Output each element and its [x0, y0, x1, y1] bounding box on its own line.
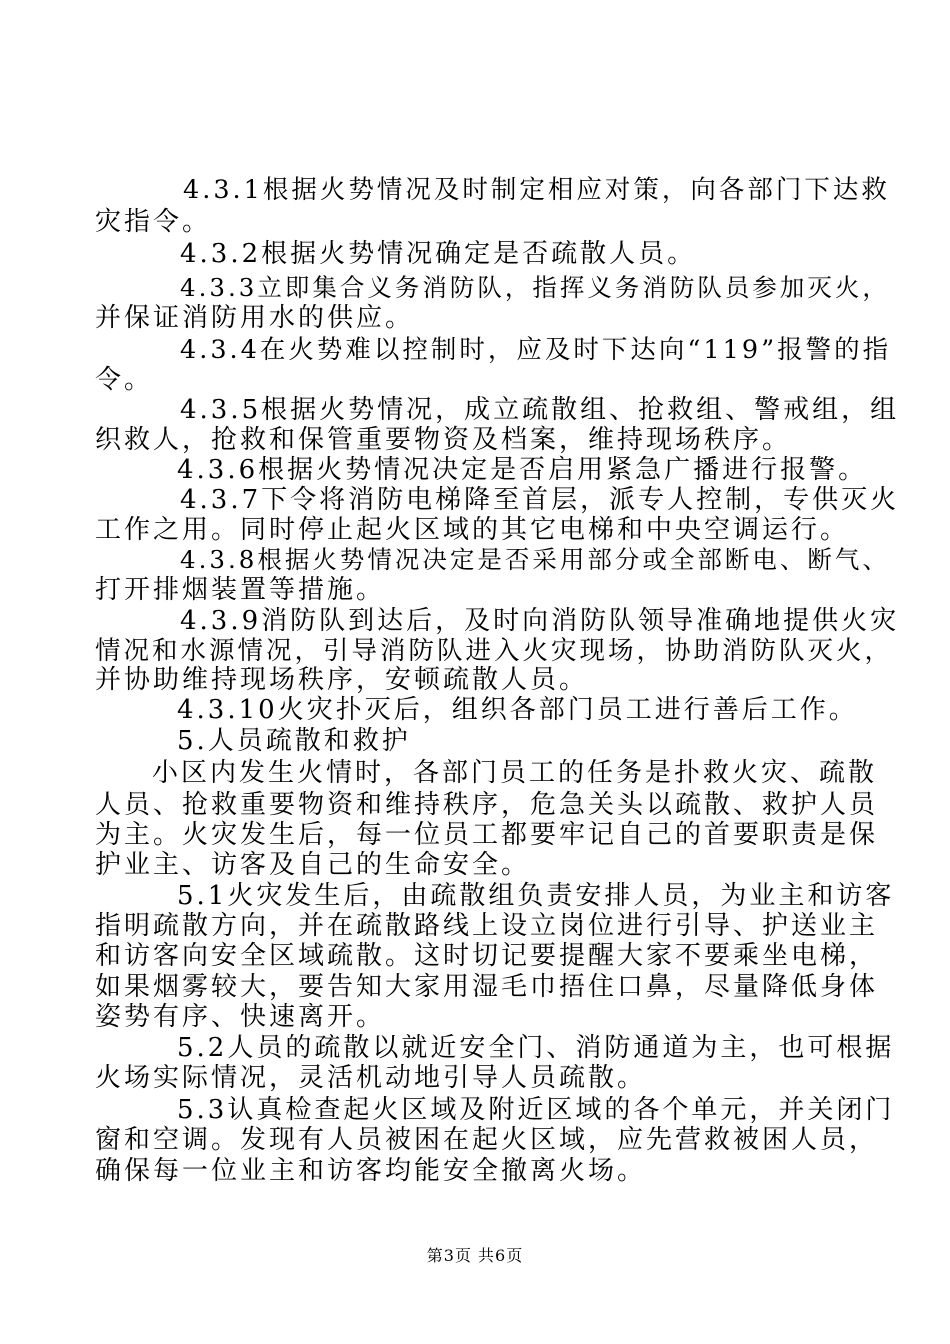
- text-line: 指明疏散方向，并在疏散路线上设立岗位进行引导、护送业主: [95, 911, 879, 941]
- text-line: 4.3.6根据火势情况决定是否启用紧急广播进行报警。: [177, 455, 868, 485]
- text-line: 4.3.1根据火势情况及时制定相应对策，向各部门下达救: [183, 175, 890, 205]
- text-line: 姿势有序、快速离开。: [95, 1002, 386, 1032]
- section-heading: 5.人员疏散和救护: [177, 726, 411, 756]
- text-line: 4.3.7下令将消防电梯降至首层，派专人控制，专供灭火: [180, 485, 900, 515]
- text-line: 4.3.10火灾扑灭后，组织各部门员工进行善后工作。: [177, 695, 858, 725]
- text-line: 确保每一位业主和访客均能安全撤离火场。: [95, 1156, 647, 1186]
- text-line: 织救人，抢救和保管重要物资及档案，维持现场秩序。: [95, 425, 792, 455]
- text-line: 令。: [95, 365, 154, 395]
- text-line: 4.3.8根据火势情况决定是否采用部分或全部断电、断气、: [180, 545, 890, 574]
- text-line: 5.2人员的疏散以就近安全门、消防通道为主，也可根据: [177, 1033, 895, 1063]
- text-line: 和访客向安全区域疏散。这时切记要提醒大家不要乘坐电梯，: [95, 941, 879, 971]
- text-line: 人员、抢救重要物资和维持秩序，危急关头以疏散、救护人员: [95, 790, 879, 820]
- text-line: 4.3.4在火势难以控制时，应及时下达向“119”报警的指: [180, 335, 892, 365]
- text-line: 工作之用。同时停止起火区域的其它电梯和中央空调运行。: [95, 515, 850, 545]
- text-line: 4.3.5根据火势情况，成立疏散组、抢救组、警戒组，组: [180, 395, 900, 425]
- page-footer: 第3页 共6页: [426, 1246, 524, 1265]
- text-line: 如果烟雾较大，要告知大家用湿毛巾捂住口鼻，尽量降低身体: [95, 972, 879, 1002]
- text-line: 并保证消防用水的供应。: [95, 303, 415, 333]
- text-line: 4.3.9消防队到达后，及时向消防队领导准确地提供火灾: [180, 606, 900, 636]
- text-line: 窗和空调。发现有人员被困在起火区域，应先营救被困人员，: [95, 1125, 879, 1155]
- text-line: 并协助维持现场秩序，安顿疏散人员。: [95, 665, 589, 695]
- text-line: 打开排烟装置等措施。: [95, 575, 386, 605]
- text-line: 火场实际情况，灵活机动地引导人员疏散。: [95, 1063, 647, 1093]
- text-line: 情况和水源情况，引导消防队进入火灾现场，协助消防队灭火，: [95, 636, 894, 666]
- text-line: 护业主、访客及自己的生命安全。: [95, 850, 531, 880]
- text-line: 4.3.3立即集合义务消防队，指挥义务消防队员参加灭火，: [180, 273, 890, 302]
- text-line: 小区内发生火情时，各部门员工的任务是扑救火灾、疏散: [152, 758, 878, 788]
- text-line: 灾指令。: [95, 207, 212, 237]
- text-line: 4.3.2根据火势情况确定是否疏散人员。: [180, 239, 697, 269]
- text-line: 5.3认真检查起火区域及附近区域的各个单元，并关闭门: [177, 1095, 895, 1125]
- text-line: 为主。火灾发生后，每一位员工都要牢记自己的首要职责是保: [95, 820, 879, 850]
- text-line: 5.1火灾发生后，由疏散组负责安排人员，为业主和访客: [177, 881, 895, 911]
